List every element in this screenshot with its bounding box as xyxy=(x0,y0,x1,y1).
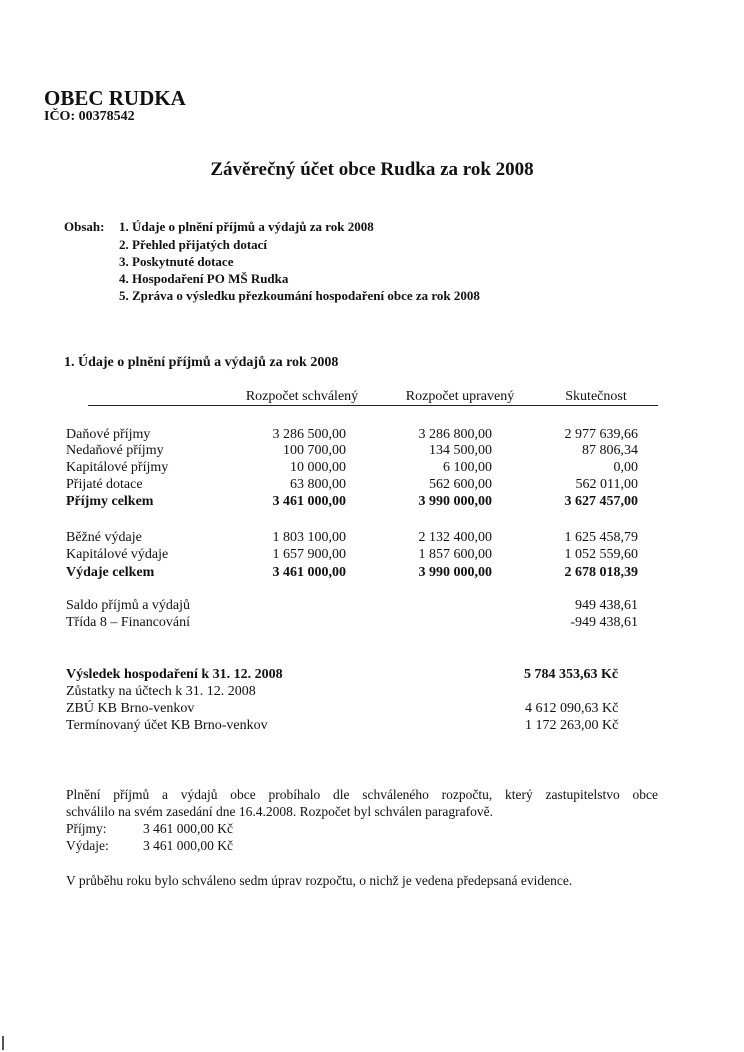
cell-actual: 2 678 018,39 xyxy=(564,565,638,580)
cell-adjusted: 2 132 400,00 xyxy=(418,530,492,545)
row-label: Kapitálové výdaje xyxy=(66,547,169,562)
cell-actual: 1 625 458,79 xyxy=(564,530,638,545)
organization-id: IČO: 00378542 xyxy=(44,109,135,124)
cell-approved: 1 657 900,00 xyxy=(272,547,346,562)
contents-label: Obsah: xyxy=(64,219,105,234)
cell-actual: 3 627 457,00 xyxy=(564,494,638,509)
column-header-adjusted: Rozpočet upravený xyxy=(405,389,515,404)
saldo-label: Saldo příjmů a výdajů xyxy=(66,598,191,613)
scan-edge-mark xyxy=(2,1036,4,1050)
cell-actual: 87 806,34 xyxy=(582,443,638,458)
cell-adjusted: 3 286 800,00 xyxy=(418,427,492,442)
cell-actual: 0,00 xyxy=(613,460,638,475)
cell-adjusted: 562 600,00 xyxy=(429,477,492,492)
cell-adjusted: 6 100,00 xyxy=(443,460,492,475)
cell-approved: 3 461 000,00 xyxy=(272,494,346,509)
row-label: Příjmy celkem xyxy=(66,494,154,509)
cell-adjusted: 1 857 600,00 xyxy=(418,547,492,562)
narrative-line: Plnění příjmů a výdajů obce probíhalo dle schváleného rozpočtu, který zastupitelstvo obce xyxy=(66,787,658,802)
cell-actual: 1 052 559,60 xyxy=(564,547,638,562)
term-account-label: Termínovaný účet KB Brno-venkov xyxy=(66,718,268,733)
cell-approved: 63 800,00 xyxy=(290,477,346,492)
column-header-approved: Rozpočet schválený xyxy=(245,389,359,404)
zbu-value: 4 612 090,63 Kč xyxy=(525,701,619,716)
narrative-line: schválilo na svém zasedání dne 16.4.2008. Rozpočet byl schválen paragrafově. xyxy=(66,804,493,819)
document-title: Závěrečný účet obce Rudka za rok 2008 xyxy=(210,159,534,180)
contents-item: 2. Přehled přijatých dotací xyxy=(119,237,268,252)
approved-expense-value: 3 461 000,00 Kč xyxy=(143,838,233,853)
section-heading: 1. Údaje o plnění příjmů a výdajů za rok 2008 xyxy=(64,355,339,370)
financing-value: -949 438,61 xyxy=(570,615,638,630)
organization-name: OBEC RUDKA xyxy=(44,86,186,110)
row-label: Běžné výdaje xyxy=(66,530,142,545)
cell-approved: 3 461 000,00 xyxy=(272,565,346,580)
balances-label: Zůstatky na účtech k 31. 12. 2008 xyxy=(66,684,256,699)
narrative-final-line: V průběhu roku bylo schváleno sedm úprav rozpočtu, o nichž je vedena předepsaná evidence. xyxy=(66,873,573,888)
result-heading: Výsledek hospodaření k 31. 12. 2008 xyxy=(66,667,283,682)
cell-approved: 3 286 500,00 xyxy=(272,427,346,442)
zbu-label: ZBÚ KB Brno-venkov xyxy=(66,701,195,716)
contents-item: 1. Údaje o plnění příjmů a výdajů za rok 2008 xyxy=(119,219,374,234)
row-label: Nedaňové příjmy xyxy=(66,443,164,458)
approved-income-label: Příjmy: xyxy=(66,821,107,836)
approved-expense-label: Výdaje: xyxy=(66,838,109,853)
saldo-value: 949 438,61 xyxy=(575,598,638,613)
approved-income-value: 3 461 000,00 Kč xyxy=(143,821,233,836)
cell-approved: 1 803 100,00 xyxy=(272,530,346,545)
header-rule xyxy=(88,405,658,406)
cell-adjusted: 134 500,00 xyxy=(429,443,492,458)
cell-adjusted: 3 990 000,00 xyxy=(418,565,492,580)
contents-item: 3. Poskytnuté dotace xyxy=(119,254,234,269)
row-label: Daňové příjmy xyxy=(66,427,151,442)
cell-actual: 562 011,00 xyxy=(575,477,638,492)
contents-item: 5. Zpráva o výsledku přezkoumání hospodaření obce za rok 2008 xyxy=(119,288,480,303)
cell-actual: 2 977 639,66 xyxy=(564,427,638,442)
cell-approved: 100 700,00 xyxy=(283,443,346,458)
contents-item: 4. Hospodaření PO MŠ Rudka xyxy=(119,271,289,286)
row-label: Výdaje celkem xyxy=(66,565,155,580)
column-header-actual: Skutečnost xyxy=(565,389,627,404)
financing-label: Třída 8 – Financování xyxy=(66,615,191,630)
cell-approved: 10 000,00 xyxy=(290,460,346,475)
row-label: Přijaté dotace xyxy=(66,477,143,492)
cell-adjusted: 3 990 000,00 xyxy=(418,494,492,509)
result-value: 5 784 353,63 Kč xyxy=(524,667,619,682)
row-label: Kapitálové příjmy xyxy=(66,460,169,475)
term-account-value: 1 172 263,00 Kč xyxy=(525,718,619,733)
